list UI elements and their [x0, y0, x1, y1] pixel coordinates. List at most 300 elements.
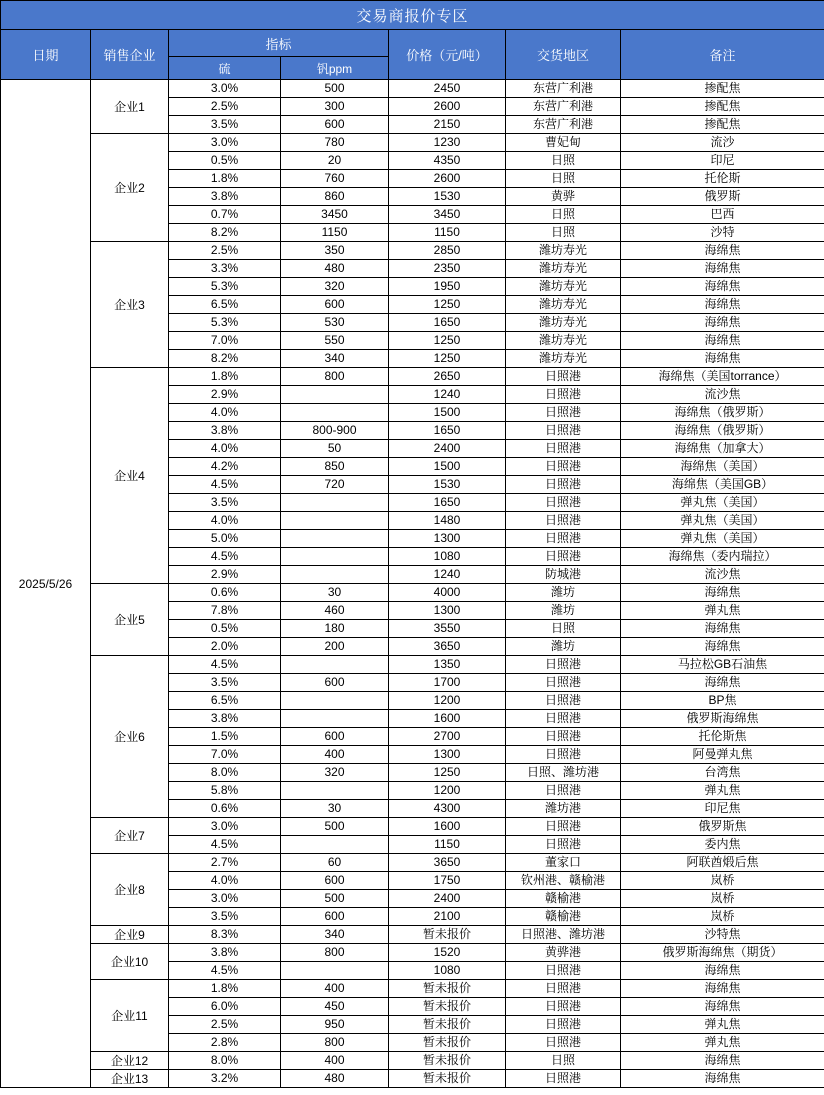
cell-price: 1250 [389, 332, 506, 350]
cell-vanadium: 320 [281, 764, 389, 782]
cell-seller: 企业4 [91, 368, 169, 584]
cell-price: 2600 [389, 98, 506, 116]
cell-note: 弹丸焦（美国） [621, 530, 824, 548]
cell-price: 暂未报价 [389, 998, 506, 1016]
cell-seller: 企业9 [91, 926, 169, 944]
cell-vanadium: 300 [281, 98, 389, 116]
cell-vanadium: 600 [281, 116, 389, 134]
cell-region: 赣榆港 [506, 908, 621, 926]
cell-price: 1480 [389, 512, 506, 530]
cell-note: 沙特焦 [621, 926, 824, 944]
cell-seller: 企业12 [91, 1052, 169, 1070]
cell-price: 1530 [389, 188, 506, 206]
cell-price: 4000 [389, 584, 506, 602]
cell-region: 日照港 [506, 1016, 621, 1034]
cell-note: 海绵焦 [621, 962, 824, 980]
cell-vanadium: 800 [281, 944, 389, 962]
cell-price: 4300 [389, 800, 506, 818]
cell-vanadium: 460 [281, 602, 389, 620]
cell-price: 3550 [389, 620, 506, 638]
header-note: 备注 [621, 30, 824, 80]
cell-vanadium: 3450 [281, 206, 389, 224]
cell-price: 3650 [389, 854, 506, 872]
cell-sulfur: 4.2% [169, 458, 281, 476]
table-row [1, 368, 824, 386]
cell-vanadium [281, 692, 389, 710]
cell-price: 1150 [389, 224, 506, 242]
cell-note: 海绵焦 [621, 620, 824, 638]
cell-sulfur: 2.0% [169, 638, 281, 656]
cell-price: 1300 [389, 530, 506, 548]
header-price: 价格（元/吨） [389, 30, 506, 80]
cell-vanadium: 400 [281, 1052, 389, 1070]
cell-price: 暂未报价 [389, 926, 506, 944]
cell-sulfur: 2.9% [169, 386, 281, 404]
cell-note: 海绵焦（加拿大） [621, 440, 824, 458]
cell-vanadium [281, 512, 389, 530]
cell-price: 2850 [389, 242, 506, 260]
cell-vanadium: 340 [281, 926, 389, 944]
cell-note: 阿联酋煅后焦 [621, 854, 824, 872]
cell-region: 东营广利港 [506, 98, 621, 116]
cell-note: 弹丸焦 [621, 782, 824, 800]
cell-region: 日照港 [506, 818, 621, 836]
cell-vanadium [281, 548, 389, 566]
cell-sulfur: 8.0% [169, 764, 281, 782]
cell-region: 潍坊 [506, 602, 621, 620]
header-date: 日期 [1, 30, 91, 80]
cell-vanadium [281, 386, 389, 404]
cell-price: 4350 [389, 152, 506, 170]
title-row [1, 1, 824, 30]
cell-price: 2350 [389, 260, 506, 278]
cell-price: 1250 [389, 350, 506, 368]
cell-vanadium [281, 836, 389, 854]
table-row [1, 656, 824, 674]
cell-vanadium: 600 [281, 728, 389, 746]
table-body [1, 80, 824, 1088]
cell-note: 掺配焦 [621, 116, 824, 134]
cell-region: 黄骅港 [506, 944, 621, 962]
cell-note: 海绵焦 [621, 980, 824, 998]
cell-sulfur: 2.8% [169, 1034, 281, 1052]
cell-region: 日照港 [506, 980, 621, 998]
cell-note: 巴西 [621, 206, 824, 224]
cell-note: 海绵焦 [621, 998, 824, 1016]
cell-note: 沙特 [621, 224, 824, 242]
cell-region: 黄骅 [506, 188, 621, 206]
cell-sulfur: 0.6% [169, 800, 281, 818]
cell-note: 岚桥 [621, 872, 824, 890]
cell-sulfur: 2.9% [169, 566, 281, 584]
cell-vanadium: 800 [281, 368, 389, 386]
cell-region: 潍坊寿光 [506, 314, 621, 332]
cell-vanadium: 480 [281, 260, 389, 278]
cell-price: 暂未报价 [389, 980, 506, 998]
cell-note: 海绵焦 [621, 1070, 824, 1088]
cell-region: 日照港 [506, 836, 621, 854]
cell-sulfur: 4.0% [169, 404, 281, 422]
cell-region: 日照 [506, 1052, 621, 1070]
cell-region: 日照 [506, 170, 621, 188]
cell-price: 1350 [389, 656, 506, 674]
header-row-top [1, 30, 824, 57]
cell-price: 暂未报价 [389, 1070, 506, 1088]
cell-price: 1520 [389, 944, 506, 962]
cell-sulfur: 3.8% [169, 422, 281, 440]
cell-price: 暂未报价 [389, 1052, 506, 1070]
cell-price: 1650 [389, 494, 506, 512]
table-row [1, 242, 824, 260]
cell-date: 2025/5/26 [1, 80, 91, 1088]
cell-note: 流沙焦 [621, 386, 824, 404]
cell-sulfur: 1.5% [169, 728, 281, 746]
cell-sulfur: 4.0% [169, 512, 281, 530]
cell-seller: 企业3 [91, 242, 169, 368]
cell-price: 1200 [389, 782, 506, 800]
cell-price: 1300 [389, 746, 506, 764]
cell-price: 1600 [389, 710, 506, 728]
cell-vanadium: 500 [281, 80, 389, 98]
cell-region: 日照港 [506, 782, 621, 800]
cell-note: 印尼 [621, 152, 824, 170]
cell-note: 海绵焦（俄罗斯） [621, 422, 824, 440]
cell-sulfur: 0.5% [169, 620, 281, 638]
cell-vanadium: 20 [281, 152, 389, 170]
cell-note: BP焦 [621, 692, 824, 710]
cell-sulfur: 7.0% [169, 332, 281, 350]
cell-region: 日照、潍坊港 [506, 764, 621, 782]
cell-seller: 企业5 [91, 584, 169, 656]
cell-seller: 企业8 [91, 854, 169, 926]
cell-region: 日照港 [506, 998, 621, 1016]
cell-sulfur: 5.0% [169, 530, 281, 548]
cell-region: 日照港 [506, 458, 621, 476]
cell-region: 潍坊寿光 [506, 278, 621, 296]
cell-note: 掺配焦 [621, 80, 824, 98]
cell-vanadium [281, 710, 389, 728]
cell-sulfur: 6.0% [169, 998, 281, 1016]
cell-region: 日照港 [506, 674, 621, 692]
cell-region: 赣榆港 [506, 890, 621, 908]
cell-vanadium: 550 [281, 332, 389, 350]
cell-vanadium: 780 [281, 134, 389, 152]
header-sulfur: 硫 [169, 57, 281, 80]
cell-price: 1300 [389, 602, 506, 620]
cell-price: 1250 [389, 296, 506, 314]
cell-sulfur: 8.3% [169, 926, 281, 944]
cell-vanadium: 60 [281, 854, 389, 872]
cell-note: 阿曼弹丸焦 [621, 746, 824, 764]
cell-vanadium: 800 [281, 1034, 389, 1052]
cell-price: 1650 [389, 314, 506, 332]
cell-region: 潍坊寿光 [506, 242, 621, 260]
table-row [1, 854, 824, 872]
cell-region: 董家口 [506, 854, 621, 872]
cell-note: 俄罗斯 [621, 188, 824, 206]
cell-note: 海绵焦（俄罗斯） [621, 404, 824, 422]
cell-note: 台湾焦 [621, 764, 824, 782]
cell-price: 1750 [389, 872, 506, 890]
cell-note: 流沙 [621, 134, 824, 152]
cell-price: 2150 [389, 116, 506, 134]
cell-note: 俄罗斯焦 [621, 818, 824, 836]
cell-sulfur: 3.8% [169, 188, 281, 206]
cell-vanadium: 500 [281, 818, 389, 836]
cell-price: 1150 [389, 836, 506, 854]
cell-sulfur: 3.5% [169, 674, 281, 692]
table-row [1, 944, 824, 962]
cell-region: 日照 [506, 620, 621, 638]
cell-vanadium: 30 [281, 584, 389, 602]
cell-note: 印尼焦 [621, 800, 824, 818]
cell-note: 托伦斯 [621, 170, 824, 188]
cell-vanadium: 50 [281, 440, 389, 458]
cell-note: 弹丸焦（美国） [621, 494, 824, 512]
cell-region: 日照港 [506, 512, 621, 530]
cell-seller: 企业7 [91, 818, 169, 854]
cell-price: 1230 [389, 134, 506, 152]
cell-price: 1250 [389, 764, 506, 782]
cell-region: 日照港 [506, 368, 621, 386]
cell-price: 1600 [389, 818, 506, 836]
cell-sulfur: 8.2% [169, 224, 281, 242]
table-row [1, 980, 824, 998]
cell-region: 日照港 [506, 962, 621, 980]
cell-seller: 企业10 [91, 944, 169, 980]
cell-note: 弹丸焦 [621, 602, 824, 620]
cell-vanadium: 600 [281, 908, 389, 926]
cell-sulfur: 2.5% [169, 242, 281, 260]
cell-price: 1500 [389, 458, 506, 476]
cell-note: 海绵焦（美国GB） [621, 476, 824, 494]
cell-region: 日照港 [506, 548, 621, 566]
cell-vanadium: 720 [281, 476, 389, 494]
cell-vanadium: 350 [281, 242, 389, 260]
cell-vanadium [281, 656, 389, 674]
cell-sulfur: 3.8% [169, 710, 281, 728]
cell-note: 海绵焦 [621, 260, 824, 278]
cell-region: 东营广利港 [506, 116, 621, 134]
sheet-title: 交易商报价专区 [1, 1, 824, 30]
cell-region: 潍坊 [506, 638, 621, 656]
cell-note: 俄罗斯海绵焦 [621, 710, 824, 728]
cell-region: 钦州港、赣榆港 [506, 872, 621, 890]
cell-note: 海绵焦 [621, 584, 824, 602]
cell-vanadium: 800-900 [281, 422, 389, 440]
cell-note: 海绵焦 [621, 296, 824, 314]
cell-vanadium [281, 530, 389, 548]
cell-price: 1650 [389, 422, 506, 440]
cell-region: 防城港 [506, 566, 621, 584]
cell-price: 1080 [389, 962, 506, 980]
header-region: 交货地区 [506, 30, 621, 80]
cell-vanadium: 500 [281, 890, 389, 908]
cell-region: 日照港 [506, 710, 621, 728]
cell-seller: 企业1 [91, 80, 169, 134]
cell-price: 2450 [389, 80, 506, 98]
table-row [1, 80, 824, 98]
cell-note: 弹丸焦 [621, 1016, 824, 1034]
cell-note: 海绵焦 [621, 242, 824, 260]
header-vanadium: 钒ppm [281, 57, 389, 80]
cell-sulfur: 4.0% [169, 872, 281, 890]
cell-sulfur: 2.5% [169, 1016, 281, 1034]
cell-vanadium: 340 [281, 350, 389, 368]
table-row [1, 584, 824, 602]
cell-vanadium: 760 [281, 170, 389, 188]
cell-sulfur: 0.6% [169, 584, 281, 602]
header-seller: 销售企业 [91, 30, 169, 80]
cell-note: 委内焦 [621, 836, 824, 854]
cell-sulfur: 8.2% [169, 350, 281, 368]
cell-vanadium: 860 [281, 188, 389, 206]
cell-note: 海绵焦（委内瑞拉） [621, 548, 824, 566]
cell-region: 日照港 [506, 656, 621, 674]
cell-vanadium [281, 962, 389, 980]
cell-vanadium [281, 782, 389, 800]
cell-price: 3450 [389, 206, 506, 224]
cell-seller: 企业2 [91, 134, 169, 242]
cell-region: 日照港 [506, 746, 621, 764]
cell-sulfur: 4.5% [169, 836, 281, 854]
cell-price: 1500 [389, 404, 506, 422]
cell-region: 潍坊寿光 [506, 350, 621, 368]
cell-vanadium: 850 [281, 458, 389, 476]
cell-vanadium: 600 [281, 872, 389, 890]
cell-sulfur: 8.0% [169, 1052, 281, 1070]
cell-sulfur: 4.5% [169, 656, 281, 674]
cell-vanadium: 400 [281, 746, 389, 764]
cell-sulfur: 0.7% [169, 206, 281, 224]
cell-note: 流沙焦 [621, 566, 824, 584]
cell-sulfur: 3.0% [169, 80, 281, 98]
cell-price: 1080 [389, 548, 506, 566]
cell-vanadium [281, 566, 389, 584]
cell-note: 海绵焦 [621, 278, 824, 296]
cell-note: 马拉松GB石油焦 [621, 656, 824, 674]
cell-seller: 企业13 [91, 1070, 169, 1088]
cell-region: 潍坊寿光 [506, 296, 621, 314]
cell-price: 2100 [389, 908, 506, 926]
cell-note: 岚桥 [621, 890, 824, 908]
cell-note: 海绵焦 [621, 332, 824, 350]
cell-price: 1200 [389, 692, 506, 710]
cell-sulfur: 2.7% [169, 854, 281, 872]
table-header [1, 1, 824, 80]
cell-vanadium: 180 [281, 620, 389, 638]
cell-sulfur: 1.8% [169, 170, 281, 188]
cell-sulfur: 4.5% [169, 476, 281, 494]
cell-vanadium: 200 [281, 638, 389, 656]
cell-sulfur: 5.3% [169, 314, 281, 332]
cell-note: 弹丸焦 [621, 1034, 824, 1052]
cell-vanadium [281, 404, 389, 422]
cell-price: 3650 [389, 638, 506, 656]
cell-price: 1530 [389, 476, 506, 494]
table-row [1, 1052, 824, 1070]
cell-region: 日照港 [506, 1034, 621, 1052]
cell-vanadium: 600 [281, 674, 389, 692]
cell-sulfur: 4.5% [169, 962, 281, 980]
cell-price: 1240 [389, 566, 506, 584]
cell-sulfur: 3.8% [169, 944, 281, 962]
cell-note: 海绵焦（美国） [621, 458, 824, 476]
cell-region: 日照港 [506, 440, 621, 458]
cell-sulfur: 0.5% [169, 152, 281, 170]
cell-note: 掺配焦 [621, 98, 824, 116]
cell-vanadium: 450 [281, 998, 389, 1016]
cell-sulfur: 6.5% [169, 296, 281, 314]
cell-note: 俄罗斯海绵焦（期货） [621, 944, 824, 962]
table-row [1, 134, 824, 152]
cell-note: 岚桥 [621, 908, 824, 926]
cell-region: 日照 [506, 206, 621, 224]
cell-sulfur: 2.5% [169, 98, 281, 116]
cell-region: 日照 [506, 224, 621, 242]
cell-sulfur: 5.3% [169, 278, 281, 296]
cell-sulfur: 1.8% [169, 980, 281, 998]
header-indicator: 指标 [169, 30, 389, 57]
cell-note: 海绵焦 [621, 674, 824, 692]
cell-note: 海绵焦 [621, 350, 824, 368]
cell-sulfur: 3.0% [169, 818, 281, 836]
cell-vanadium: 480 [281, 1070, 389, 1088]
cell-sulfur: 7.0% [169, 746, 281, 764]
cell-price: 2700 [389, 728, 506, 746]
cell-price: 1700 [389, 674, 506, 692]
cell-vanadium: 530 [281, 314, 389, 332]
cell-region: 潍坊 [506, 584, 621, 602]
cell-sulfur: 6.5% [169, 692, 281, 710]
cell-region: 东营广利港 [506, 80, 621, 98]
cell-price: 1240 [389, 386, 506, 404]
cell-price: 2650 [389, 368, 506, 386]
cell-sulfur: 3.5% [169, 908, 281, 926]
cell-region: 日照港 [506, 476, 621, 494]
cell-vanadium [281, 494, 389, 512]
cell-sulfur: 5.8% [169, 782, 281, 800]
cell-sulfur: 3.5% [169, 116, 281, 134]
cell-note: 海绵焦 [621, 314, 824, 332]
cell-sulfur: 3.5% [169, 494, 281, 512]
cell-region: 日照 [506, 152, 621, 170]
cell-price: 2400 [389, 890, 506, 908]
cell-seller: 企业6 [91, 656, 169, 818]
cell-note: 弹丸焦（美国） [621, 512, 824, 530]
cell-note: 海绵焦 [621, 638, 824, 656]
cell-region: 日照港 [506, 728, 621, 746]
cell-region: 日照港 [506, 1070, 621, 1088]
cell-sulfur: 1.8% [169, 368, 281, 386]
cell-vanadium: 320 [281, 278, 389, 296]
cell-price: 1950 [389, 278, 506, 296]
cell-note: 海绵焦（美国torrance） [621, 368, 824, 386]
cell-region: 日照港 [506, 386, 621, 404]
cell-vanadium: 400 [281, 980, 389, 998]
cell-seller: 企业11 [91, 980, 169, 1052]
cell-sulfur: 4.5% [169, 548, 281, 566]
cell-price: 暂未报价 [389, 1016, 506, 1034]
cell-region: 潍坊港 [506, 800, 621, 818]
cell-region: 日照港、潍坊港 [506, 926, 621, 944]
cell-sulfur: 3.2% [169, 1070, 281, 1088]
cell-sulfur: 7.8% [169, 602, 281, 620]
cell-price: 暂未报价 [389, 1034, 506, 1052]
cell-vanadium: 1150 [281, 224, 389, 242]
cell-note: 海绵焦 [621, 1052, 824, 1070]
cell-note: 托伦斯焦 [621, 728, 824, 746]
